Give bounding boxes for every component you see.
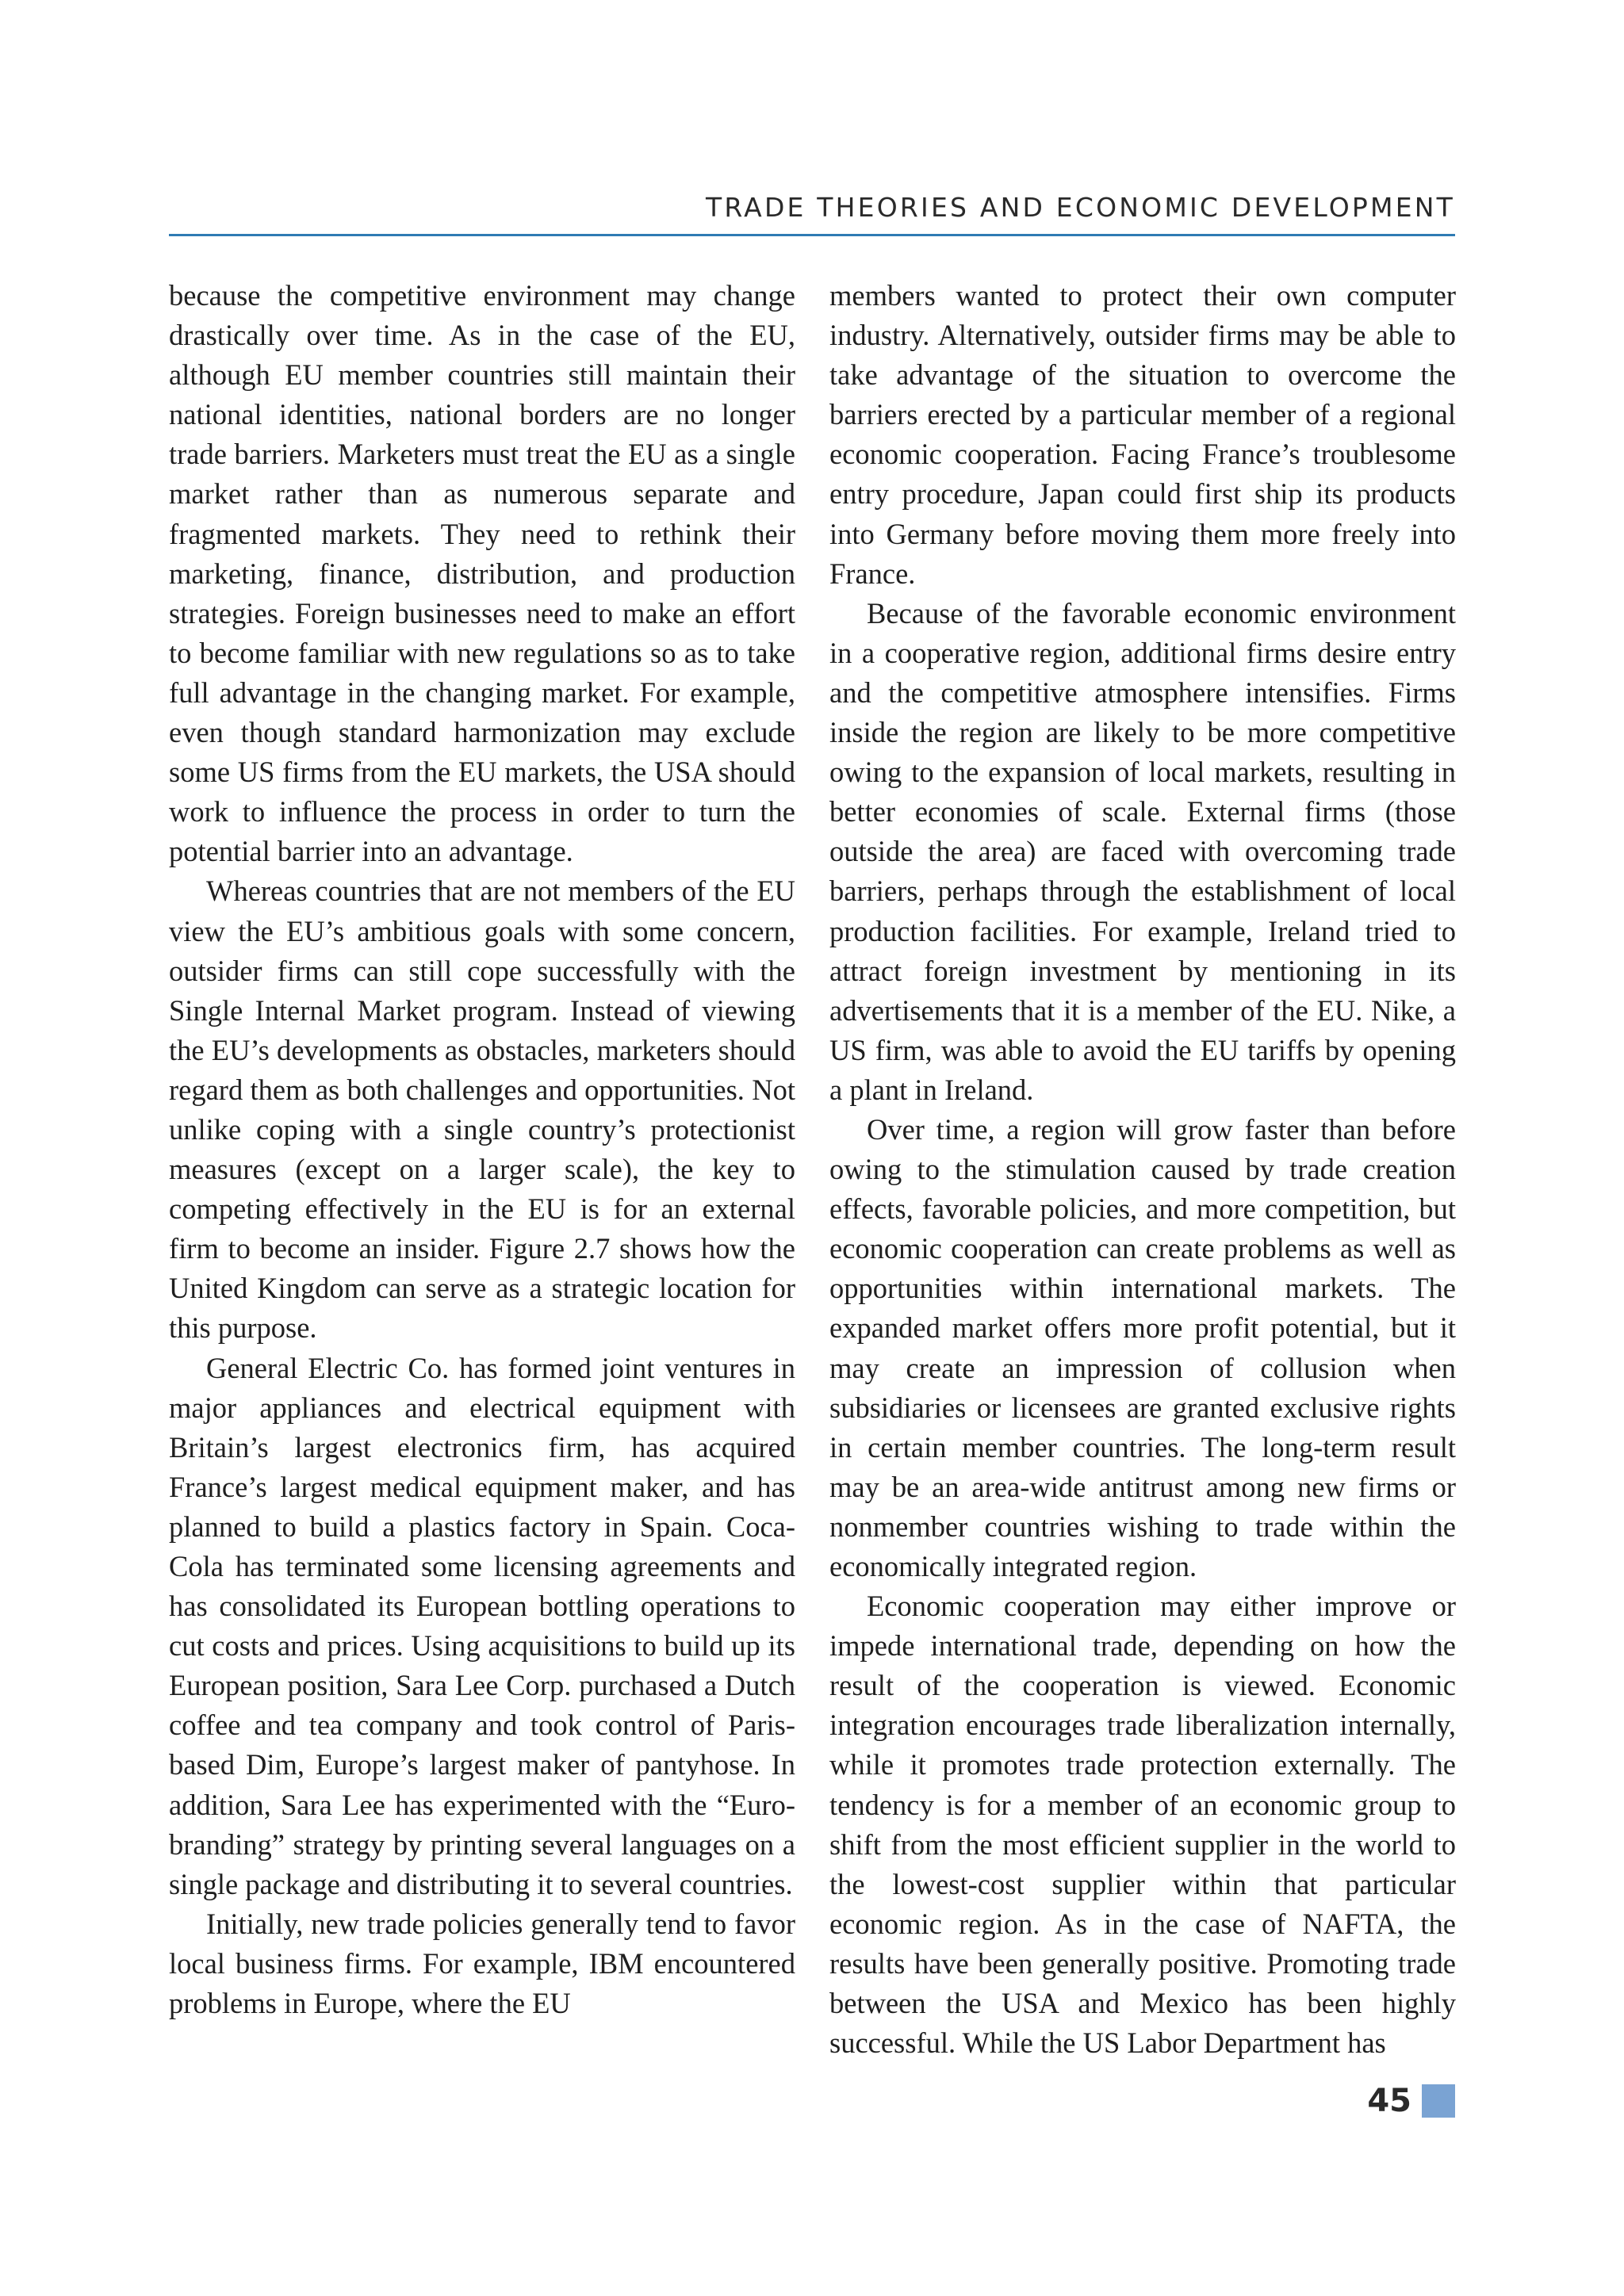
left-text-column	[169, 276, 795, 2023]
page-folio	[1348, 2083, 1455, 2119]
paragraph: Initially, new trade policies generally tend to favor local business firms. For example, IBM encountered problems in Europe, where the EU	[169, 1907, 795, 2020]
page-number: 45	[1367, 2083, 1411, 2119]
running-header	[169, 192, 1455, 236]
paragraph: Whereas countries that are not members of the EU view the EU’s ambitious goals with some concern, outsider firms can still cope successfully with the Single Internal Market program. Instead of viewing the EU’s developments as obstacles, marketers should regard them as both challenges and opportunities. Not unlike coping with a single country’s protectionist measures (except on a larger scale), the key to competing effectively in the EU is for an external firm to become an insider. Figure 2.7 shows how the United Kingdom can serve as a strategic location for this purpose.	[169, 874, 795, 1345]
running-header-title: TRADE THEORIES AND ECONOMIC DEVELOPMENT	[706, 192, 1455, 223]
paragraph: General Electric Co. has formed joint ventures in major appliances and electrical equipment with Britain’s largest electronics firm, has acquired France’s largest medical equipment maker, and has planned to build a plastics factory in Spain. Coca-Cola has terminated some licensing agreements and has consolidated its European bottling operations to cut costs and prices. Using acquisitions to build up its European position, Sara Lee Corp. purchased a Dutch coffee and tea company and took control of Paris-based Dim, Europe’s largest maker of pantyhose. In addition, Sara Lee has experimented with the “Euro-branding” strategy by printing several languages on a single package and distributing it to several countries.	[169, 1351, 795, 1900]
paragraph: members wanted to protect their own computer industry. Alternatively, outsider firms may be able to take advantage of the situation to overcome the barriers erected by a particular member of a regional economic cooperation. Facing France’s troublesome entry procedure, Japan could first ship its products into Germany before moving them more freely into France.	[829, 279, 1456, 590]
right-text-column	[829, 276, 1456, 2063]
folio-marker-square	[1422, 2084, 1455, 2118]
paragraph: because the competitive environment may change drastically over time. As in the case of the EU, although EU member countries still maintain their national identities, national borders are no longer trade barriers. Marketers must treat the EU as a single market rather than as numerous separate and fragmented markets. They need to rethink their marketing, finance, distribution, and production strategies. Foreign businesses need to make an effort to become familiar with new regulations so as to take full advantage in the changing market. For example, even though standard harmonization may exclude some US firms from the EU markets, the USA should work to influence the process in order to turn the potential barrier into an advantage.	[169, 279, 795, 868]
paragraph: Because of the favorable economic environment in a cooperative region, additional firms desire entry and the competitive atmosphere intensifies. Firms inside the region are likely to be more competitive owing to the expansion of local markets, resulting in better economies of scale. External firms (those outside the area) are faced with overcoming trade barriers, perhaps through the establishment of local production facilities. For example, Ireland tried to attract foreign investment by mentioning in its advertisements that it is a member of the EU. Nike, a US firm, was able to avoid the EU tariffs by opening a plant in Ireland.	[829, 596, 1456, 1106]
paragraph: Economic cooperation may either improve or impede international trade, depending on how the result of the cooperation is viewed. Economic integration encourages trade liberalization internally, while it promotes trade protection externally. The tendency is for a member of an economic group to shift from the most efficient supplier in the world to the lowest-cost supplier within that particular economic region. As in the case of NAFTA, the results have been generally positive. Promoting trade between the USA and Mexico has been highly successful. While the US Labor Department has	[829, 1590, 1456, 2060]
paragraph: Over time, a region will grow faster than before owing to the stimulation caused by trade creation effects, favorable policies, and more competition, but economic cooperation can create problems as well as opportunities within international markets. The expanded market offers more profit potential, but it may create an impression of collusion when subsidiaries or licensees are granted exclusive rights in certain member countries. The long-term result may be an area-wide antitrust among new firms or nonmember countries wishing to trade within the economically integrated region.	[829, 1112, 1456, 1582]
